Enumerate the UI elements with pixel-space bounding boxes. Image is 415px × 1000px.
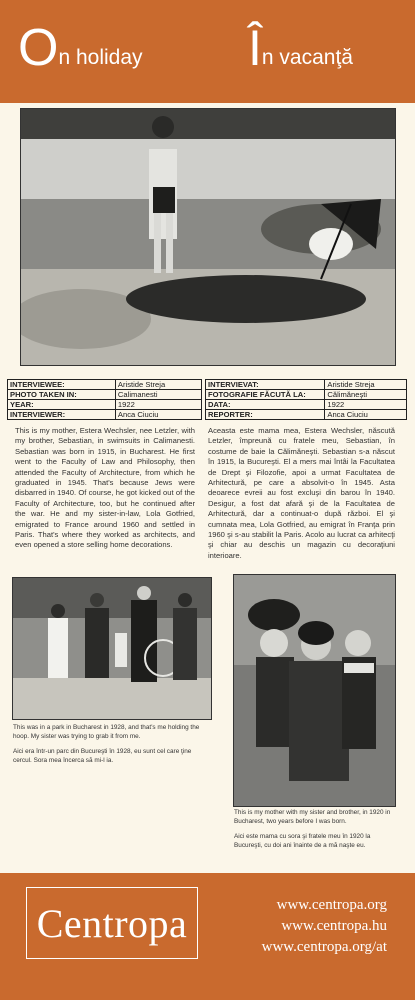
info-value: Călimăneşti xyxy=(325,390,407,400)
info-value: Aristide Streja xyxy=(115,380,201,390)
info-row-interviewee xyxy=(8,380,202,390)
family-park-image xyxy=(13,578,211,719)
title-english-rest: n holiday xyxy=(58,46,143,69)
caption-right-romanian: Aici este mama cu sora şi fratele meu în 1920 la Bucureşti, cu doi ani înainte de a mă naşte eu. xyxy=(234,833,371,849)
info-row-data xyxy=(206,400,407,410)
info-table-english xyxy=(7,379,202,420)
info-label: INTERVIEWEE: xyxy=(8,380,116,390)
info-value: 1922 xyxy=(115,400,201,410)
info-row-year xyxy=(8,400,202,410)
link-centropa-hu[interactable]: www.centropa.hu xyxy=(281,918,387,934)
family-park-photo xyxy=(12,577,212,720)
info-row-intervievat xyxy=(206,380,407,390)
story-text-english: This is my mother, Estera Wechsler, nee Letzler, with my brother, Sebastian, in swimsuits in Calimanesti. Sebastian was born in 1915, in Bucharest. He first went to the Faculty of Law and Philosophy, then attended the Faculty of Architecture, from which he graduated in 1945. That's because Jews were disbarred in 1940. Of course, he got kicked out of the Faculty of Architecture, too, but he continued after the war. He and my sister-in-law, Lola Gotfried, emigrated to France around 1960 and settled in Paris. That's where they worked as architects, and even opened a store selling home decorations. xyxy=(15,426,195,550)
main-photo-image xyxy=(21,109,395,365)
info-label: INTERVIEVAT: xyxy=(206,380,325,390)
footer-links xyxy=(262,895,387,958)
info-row-photo-taken-in xyxy=(8,390,202,400)
caption-left xyxy=(13,723,209,771)
info-value: Anca Ciuciu xyxy=(325,410,407,420)
link-centropa-org-at[interactable]: www.centropa.org/at xyxy=(261,939,387,955)
main-photo-beach xyxy=(20,108,396,366)
caption-left-english: This was in a park in Bucharest in 1928, and that's me holding the hoop. My sister was trying to grab it from me. xyxy=(13,724,200,740)
title-romanian xyxy=(248,22,353,74)
info-row-interviewer xyxy=(8,410,202,420)
title-romanian-rest: n vacanţă xyxy=(261,46,353,69)
header-banner xyxy=(0,0,415,103)
info-table-romanian xyxy=(205,379,407,420)
title-english xyxy=(18,19,143,77)
mother-children-photo xyxy=(233,574,396,807)
info-label: YEAR: xyxy=(8,400,116,410)
footer-banner xyxy=(0,873,415,1000)
info-value: Aristide Streja xyxy=(325,380,407,390)
info-label: PHOTO TAKEN IN: xyxy=(8,390,116,400)
logo-text: Centropa xyxy=(36,900,188,946)
story-text-romanian: Aceasta este mama mea, Estera Wechsler, născută Letzler, împreună cu fratele meu, Sebastian, în costume de baie la Călimăneşti. Sebastian s-a născut în 1915, la Bucureşti. El a mers mai întâi la Facultatea de Drept şi Filozofie, apoi a urmat Facultatea de Arhitectură, pe care a absolvit-o în 1945. Asta deoarece evreii au fost excluşi din barou în 1940. Desigur, a fost dat afară şi de la Facultatea de Arhitectură, dar a continuat-o după război. El şi cumnata mea, Lola Gotfried, au emigrat în Franţa prin 1960 şi s-au stabilit la Paris. Acolo au lucrat ca arhitecţi şi chiar au deschis un magazin cu decoraţiuni interioare. xyxy=(208,426,395,560)
caption-left-romanian: Aici era într-un parc din Bucureşti în 1928, eu sunt cel care ţine cercul. Sora mea încerca să mi-l ia. xyxy=(13,748,192,764)
info-value: Anca Ciuciu xyxy=(115,410,201,420)
info-row-fotografie xyxy=(206,390,407,400)
caption-right xyxy=(234,808,396,856)
info-row-reporter xyxy=(206,410,407,420)
info-label: FOTOGRAFIE FĂCUTĂ LA: xyxy=(206,390,325,400)
centropa-logo xyxy=(26,887,198,959)
title-romanian-initial: Î xyxy=(248,20,262,76)
mother-children-image xyxy=(234,575,395,806)
info-value: Calimanesti xyxy=(115,390,201,400)
link-centropa-org[interactable]: www.centropa.org xyxy=(276,897,387,913)
info-label: REPORTER: xyxy=(206,410,325,420)
caption-right-english: This is my mother with my sister and brother, in 1920 in Bucharest, two years before I was born. xyxy=(234,809,391,825)
info-value: 1922 xyxy=(325,400,407,410)
title-english-initial: O xyxy=(18,19,59,77)
info-label: INTERVIEWER: xyxy=(8,410,116,420)
info-label: DATA: xyxy=(206,400,325,410)
